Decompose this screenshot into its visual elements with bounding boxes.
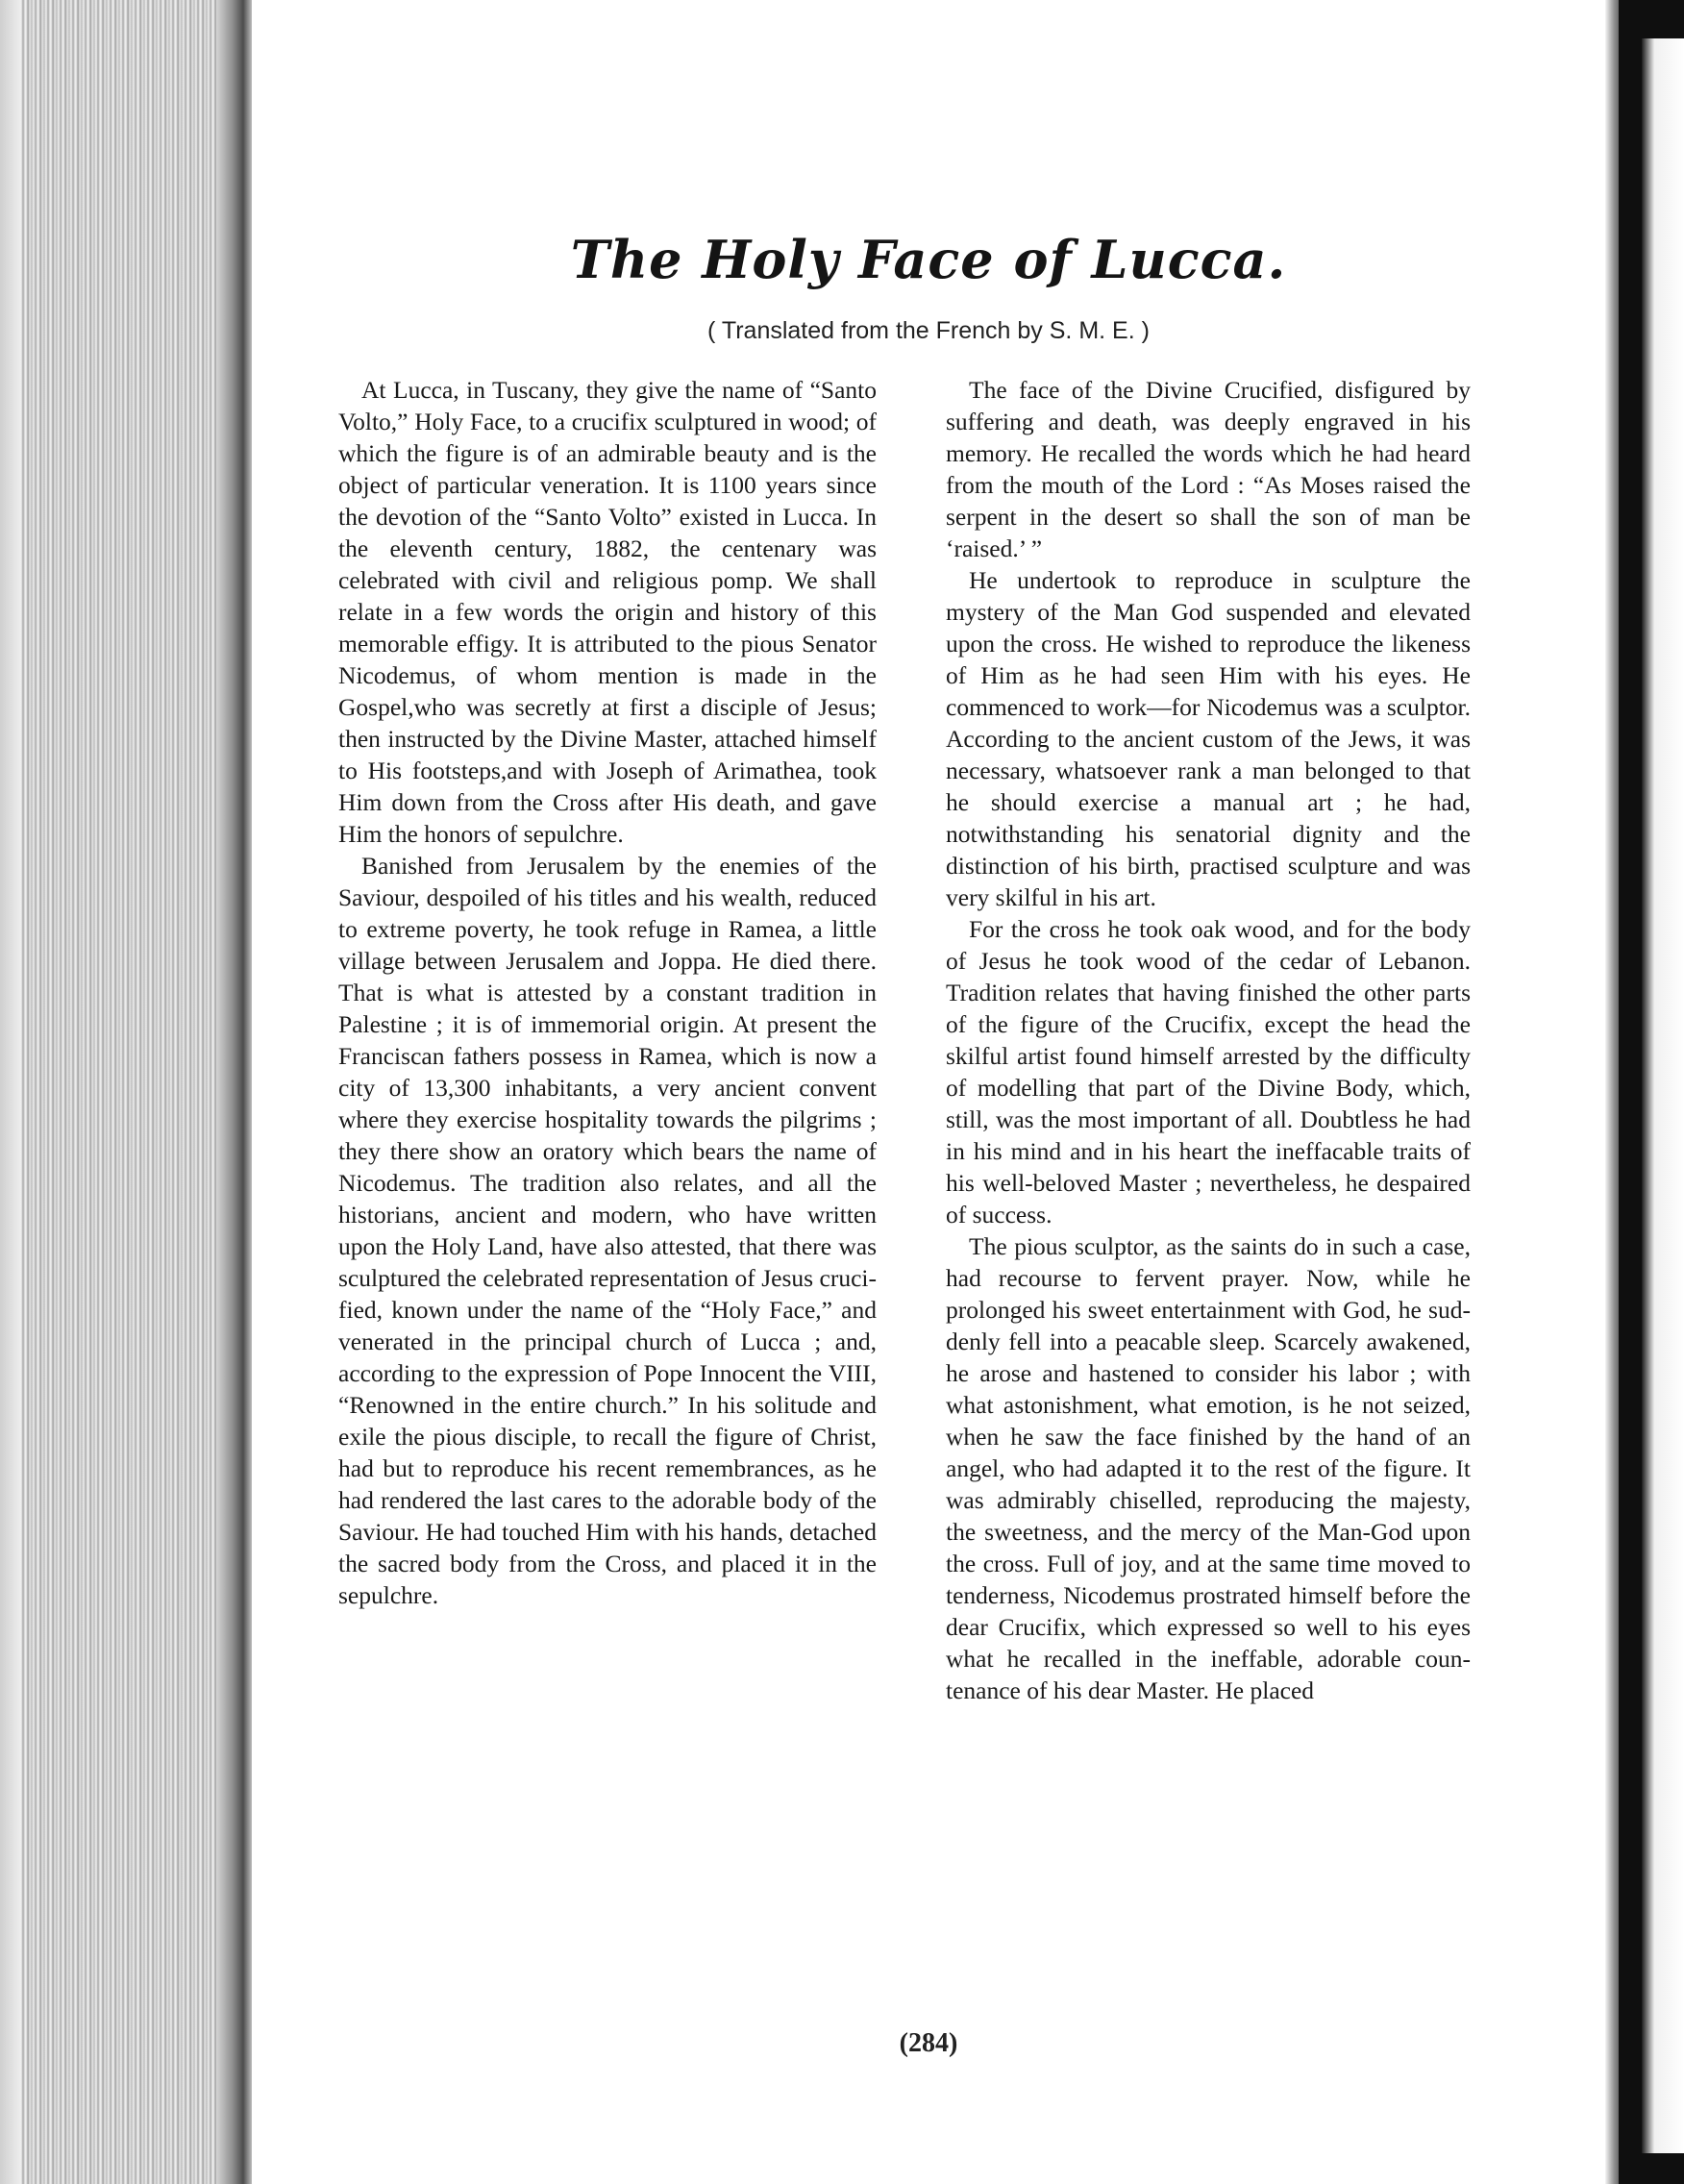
- paragraph: For the cross he took oak wood, and for the body of Jesus he took wood of the cedar of Lebanon. Tradition relates that having finished the other parts of the figure of the Crucifix, except the head the skilful artist found himself arrested by the difficulty of modelling that part of the Divine Body, which, still, was the most important of all. Doubtless he had in his mind and in his heart the ineffacable traits of his well-beloved Master ; nevertheless, he despaired of success.: [946, 915, 1471, 1228]
- paragraph: Banished from Jerusalem by the enemies of the Saviour, despoiled of his titles and his wealth, reduced to extreme poverty, he took refuge in Ramea, a little village between Jerusalem and Joppa. He died there. That is what is attested by a constant tradition in Palestine ; it is of immemorial origin. At present the Franciscan fathers possess in Ramea, which is now a city of 13,300 inhabitants, a very ancient convent where they exercise hospitality towards the pilgrims ; they there show an oratory which bears the name of Nicodemus. The tradition also relates, and all the historians, ancient and modern, who have written upon the Holy Land, have also attested, that there was sculptured the celebrated representation of Jesus crucified, known under the name of the “Holy Face,” and venerated in the principal church of Lucca ; and, according to the expression of Pope Innocent the VIII, “Renowned in the entire church.” In his solitude and exile the pious disciple, to recall the figure of Christ, had but to reproduce his recent remembrances, as he had rendered the last cares to the adorable body of the Saviour. He had touched Him with his hands, detached the sacred body from the Cross, and placed it in the sepulchre.: [338, 852, 877, 1609]
- article-title: The Holy Face of Lucca.: [570, 229, 1287, 290]
- paragraph: He undertook to reproduce in sculpture the mystery of the Man God suspended and elevated upon the cross. He wished to reproduce the likeness of Him as he had seen Him with his eyes. He commenced to work—for Nicodemus was a sculptor. According to the ancient custom of the Jews, it was necessary, whatsoever rank a man belonged to that he should exercise a manual art ; he had, notwithstanding his senatorial dignity and the distinction of his birth, practised sculpture and was very skilful in his art.: [946, 566, 1471, 911]
- paragraph: The face of the Divine Crucified, disfigured by suffering and death, was deeply engraved in his memory. He recalled the words which he had heard from the mouth of the Lord : “As Moses raised the serpent in the desert so shall the son of man be ‘raised.’ ”: [946, 376, 1471, 562]
- paragraph: The pious sculptor, as the saints do in such a case, had recourse to fervent prayer. Now, while he prolonged his sweet entertainment with God, he suddenly fell into a peacable sleep. Scarcely awakened, he arose and hastened to consider his labor ; with what astonishment, what emotion, is he not seized, when he saw the face finished by the hand of an angel, who had adapted it to the rest of the figure. It was admirably chiselled, reproducing the majesty, the sweetness, and the mercy of the Man-God upon the cross. Full of joy, and at the same time moved to tenderness, Nicodemus prostrated himself before the dear Crucifix, which expressed so well to his eyes what he recalled in the ineffable, adorable countenance of his dear Master. He placed: [946, 1232, 1471, 1704]
- facing-page-edge: [1619, 0, 1684, 2184]
- book-page: [252, 0, 1605, 2184]
- right-column: [946, 374, 1471, 1706]
- page-gutter: [1605, 0, 1619, 2184]
- binding-shadow: [217, 0, 252, 2184]
- article-subtitle: ( Translated from the French by S. M. E. ): [707, 317, 1150, 344]
- book-page-edges: [0, 0, 252, 2184]
- page-number: (284): [899, 2028, 958, 2058]
- paragraph: At Lucca, in Tuscany, they give the name of “Santo Volto,” Holy Face, to a crucifix sculptured in wood; of which the figure is of an admirable beauty and is the object of particular veneration. It is 1100 years since the devotion of the “Santo Volto” existed in Lucca. In the eleventh century, 1882, the centenary was celebrated with civil and religious pomp. We shall relate in a few words the origin and history of this memorable effigy. It is attributed to the pious Senator Nicodemus, of whom mention is made in the Gospel,who was secretly at first a disciple of Jesus; then instructed by the Divine Master, attached himself to His footsteps,and with Joseph of Arimathea, took Him down from the Cross after His death, and gave Him the honors of sepulchre.: [338, 376, 877, 848]
- left-column: [338, 374, 877, 1611]
